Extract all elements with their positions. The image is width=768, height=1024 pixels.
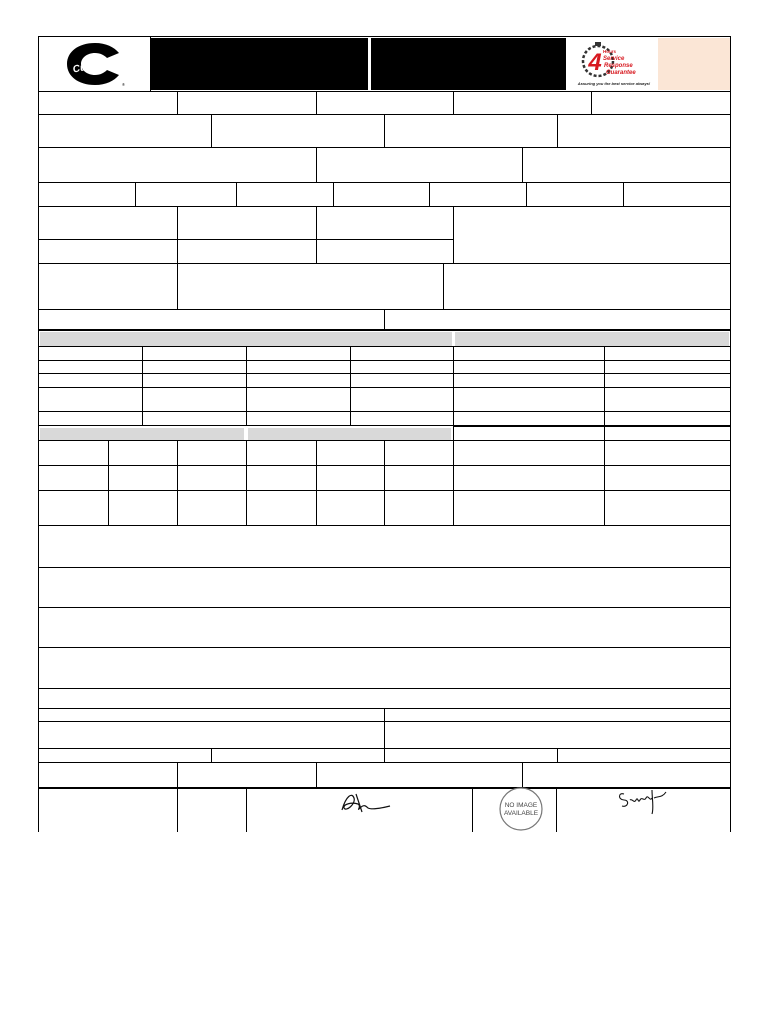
signature-divider-3: [246, 787, 247, 832]
guarantee-tagline: Assuring you the best service always!: [577, 81, 651, 86]
signature-divider-5: [556, 787, 557, 832]
info-row-4-cell: [135, 182, 237, 207]
info-row-7-cell: [177, 263, 444, 310]
footer-row-4-cell: [316, 762, 523, 788]
parameter-row-1-cell: [453, 346, 605, 361]
parameter-row-2-cell: [38, 360, 143, 374]
footer-row-3-cell: [384, 748, 558, 763]
reading-row-2-cell: [316, 465, 385, 491]
footer-row-3-cell: [38, 748, 212, 763]
info-row-1-cell: [591, 91, 731, 115]
reading-row-1-cell: [177, 440, 247, 466]
info-row-4-cell: [333, 182, 430, 207]
info-row-2-cell: [38, 114, 212, 148]
remarks-block-1: [38, 525, 731, 568]
parameter-row-2-cell: [350, 360, 454, 374]
info-row-5-cell: [38, 206, 178, 240]
info-row-7-cell: [443, 263, 731, 310]
reading-row-2-cell: [108, 465, 178, 491]
reading-row-2-cell: [453, 465, 605, 491]
remarks-block-2: [38, 567, 731, 608]
customer-seal: [489, 786, 553, 832]
guarantee-line-3: Response: [604, 63, 633, 69]
info-row-7-cell: [38, 263, 178, 310]
parameter-row-4-cell: [246, 387, 351, 412]
remarks-block-4: [38, 647, 731, 689]
parameter-row-1-cell: [350, 346, 454, 361]
section-band-left: [40, 332, 452, 346]
reading-row-1-cell: [246, 440, 317, 466]
signature-divider-1: [38, 787, 39, 832]
info-row-2-cell: [384, 114, 558, 148]
footer-row-2-cell: [38, 721, 385, 749]
info-row-4-cell: [38, 182, 136, 207]
parameter-row-1-cell: [142, 346, 247, 361]
info-row-1-cell: [316, 91, 454, 115]
guarantee-line-2: Service: [603, 56, 625, 62]
remarks-block-5: [38, 688, 731, 709]
info-row-5-cell: [316, 206, 454, 240]
info-row-6-cell: [316, 239, 454, 264]
remarks-block-3: [38, 607, 731, 648]
cummins-logo: [60, 40, 130, 88]
parameter-row-2-cell: [142, 360, 247, 374]
reading-row-3-cell: [384, 490, 454, 526]
info-row-6-cell: [38, 239, 178, 264]
parameter-row-3-cell: [246, 373, 351, 388]
info-row-5-cell: [177, 206, 317, 240]
parameter-row-5-cell: [142, 411, 247, 426]
guarantee-line-4: Guarantee: [606, 70, 636, 76]
parameter-row-6-cell: [604, 426, 731, 441]
footer-row-1-cell: [38, 708, 385, 722]
parameter-row-4-cell: [350, 387, 454, 412]
info-row-4-cell: [526, 182, 624, 207]
parameter-row-1-cell: [604, 346, 731, 361]
info-row-1-cell: [38, 91, 178, 115]
reading-row-2-cell: [604, 465, 731, 491]
parameter-row-6-cell: [453, 426, 605, 441]
stopwatch-badge: [572, 40, 656, 88]
parameter-row-2-cell: [604, 360, 731, 374]
form-title-band-right: [371, 38, 566, 90]
parameter-row-2-cell: [246, 360, 351, 374]
info-row-2-cell: [557, 114, 731, 148]
parameter-row-4-cell: [453, 387, 605, 412]
parameter-row-5-cell: [453, 411, 605, 426]
parameter-row-2-cell: [453, 360, 605, 374]
cummins-logo-text: Cummins: [71, 55, 119, 76]
section-band-2-mid: [248, 428, 451, 440]
seal-text-line-2: AVAILABLE: [503, 810, 539, 817]
parameter-row-4-cell: [38, 387, 143, 412]
guarantee-number: 4: [588, 49, 602, 76]
signature-divider-2: [177, 787, 178, 832]
section-band-right: [455, 332, 729, 346]
parameter-row-3-cell: [453, 373, 605, 388]
parameter-row-3-cell: [350, 373, 454, 388]
footer-row-4-cell: [177, 762, 317, 788]
parameter-row-5-cell: [246, 411, 351, 426]
parameter-row-5-cell: [350, 411, 454, 426]
guarantee-line-1: Hours: [603, 49, 617, 54]
reading-row-1-cell: [38, 440, 109, 466]
footer-row-4-cell: [38, 762, 178, 788]
reading-row-1-cell: [453, 440, 605, 466]
info-row-4-cell: [429, 182, 527, 207]
reading-row-2-cell: [246, 465, 317, 491]
footer-row-2-cell: [384, 721, 731, 749]
reading-row-1-cell: [108, 440, 178, 466]
reading-row-2-cell: [384, 465, 454, 491]
section-band-2-left: [40, 428, 244, 440]
info-row-3-cell: [316, 147, 523, 183]
parameter-row-1-cell: [246, 346, 351, 361]
parameter-row-4-cell: [604, 387, 731, 412]
signature-divider-4: [472, 787, 473, 832]
info-row-8-cell: [38, 309, 385, 330]
info-row-8-cell: [384, 309, 731, 330]
footer-row-3-cell: [211, 748, 385, 763]
reading-row-3-cell: [108, 490, 178, 526]
footer-row-1-cell: [384, 708, 731, 722]
reading-row-1-cell: [316, 440, 385, 466]
info-row-3-cell: [522, 147, 731, 183]
reading-row-2-cell: [38, 465, 109, 491]
reading-row-3-cell: [604, 490, 731, 526]
parameter-row-4-cell: [142, 387, 247, 412]
reading-row-1-cell: [604, 440, 731, 466]
info-row-2-cell: [211, 114, 385, 148]
footer-row-3-cell: [557, 748, 731, 763]
reading-row-3-cell: [38, 490, 109, 526]
info-row-4-cell: [236, 182, 334, 207]
seal-text-line-1: NO IMAGE: [504, 802, 538, 809]
reading-row-3-cell: [316, 490, 385, 526]
parameter-row-3-cell: [604, 373, 731, 388]
reading-row-3-cell: [453, 490, 605, 526]
parameter-row-3-cell: [142, 373, 247, 388]
reading-row-3-cell: [177, 490, 247, 526]
reading-row-3-cell: [246, 490, 317, 526]
registered-mark: ®: [122, 82, 125, 87]
info-row-1-cell: [177, 91, 317, 115]
peach-corner-panel: [658, 38, 730, 90]
handwritten-signature-customer: [614, 786, 672, 816]
parameter-row-3-cell: [38, 373, 143, 388]
parameter-row-5-cell: [604, 411, 731, 426]
info-row-6-cell: [177, 239, 317, 264]
reading-row-1-cell: [384, 440, 454, 466]
info-block-right: [453, 206, 731, 264]
parameter-row-5-cell: [38, 411, 143, 426]
info-row-3-cell: [38, 147, 317, 183]
info-row-4-cell: [623, 182, 731, 207]
info-row-1-cell: [453, 91, 592, 115]
footer-row-4-cell: [522, 762, 731, 788]
form-title-band-left: [151, 38, 368, 90]
signature-divider-6: [730, 787, 731, 832]
reading-row-2-cell: [177, 465, 247, 491]
handwritten-signature-technician: [338, 790, 394, 816]
parameter-row-1-cell: [38, 346, 143, 361]
